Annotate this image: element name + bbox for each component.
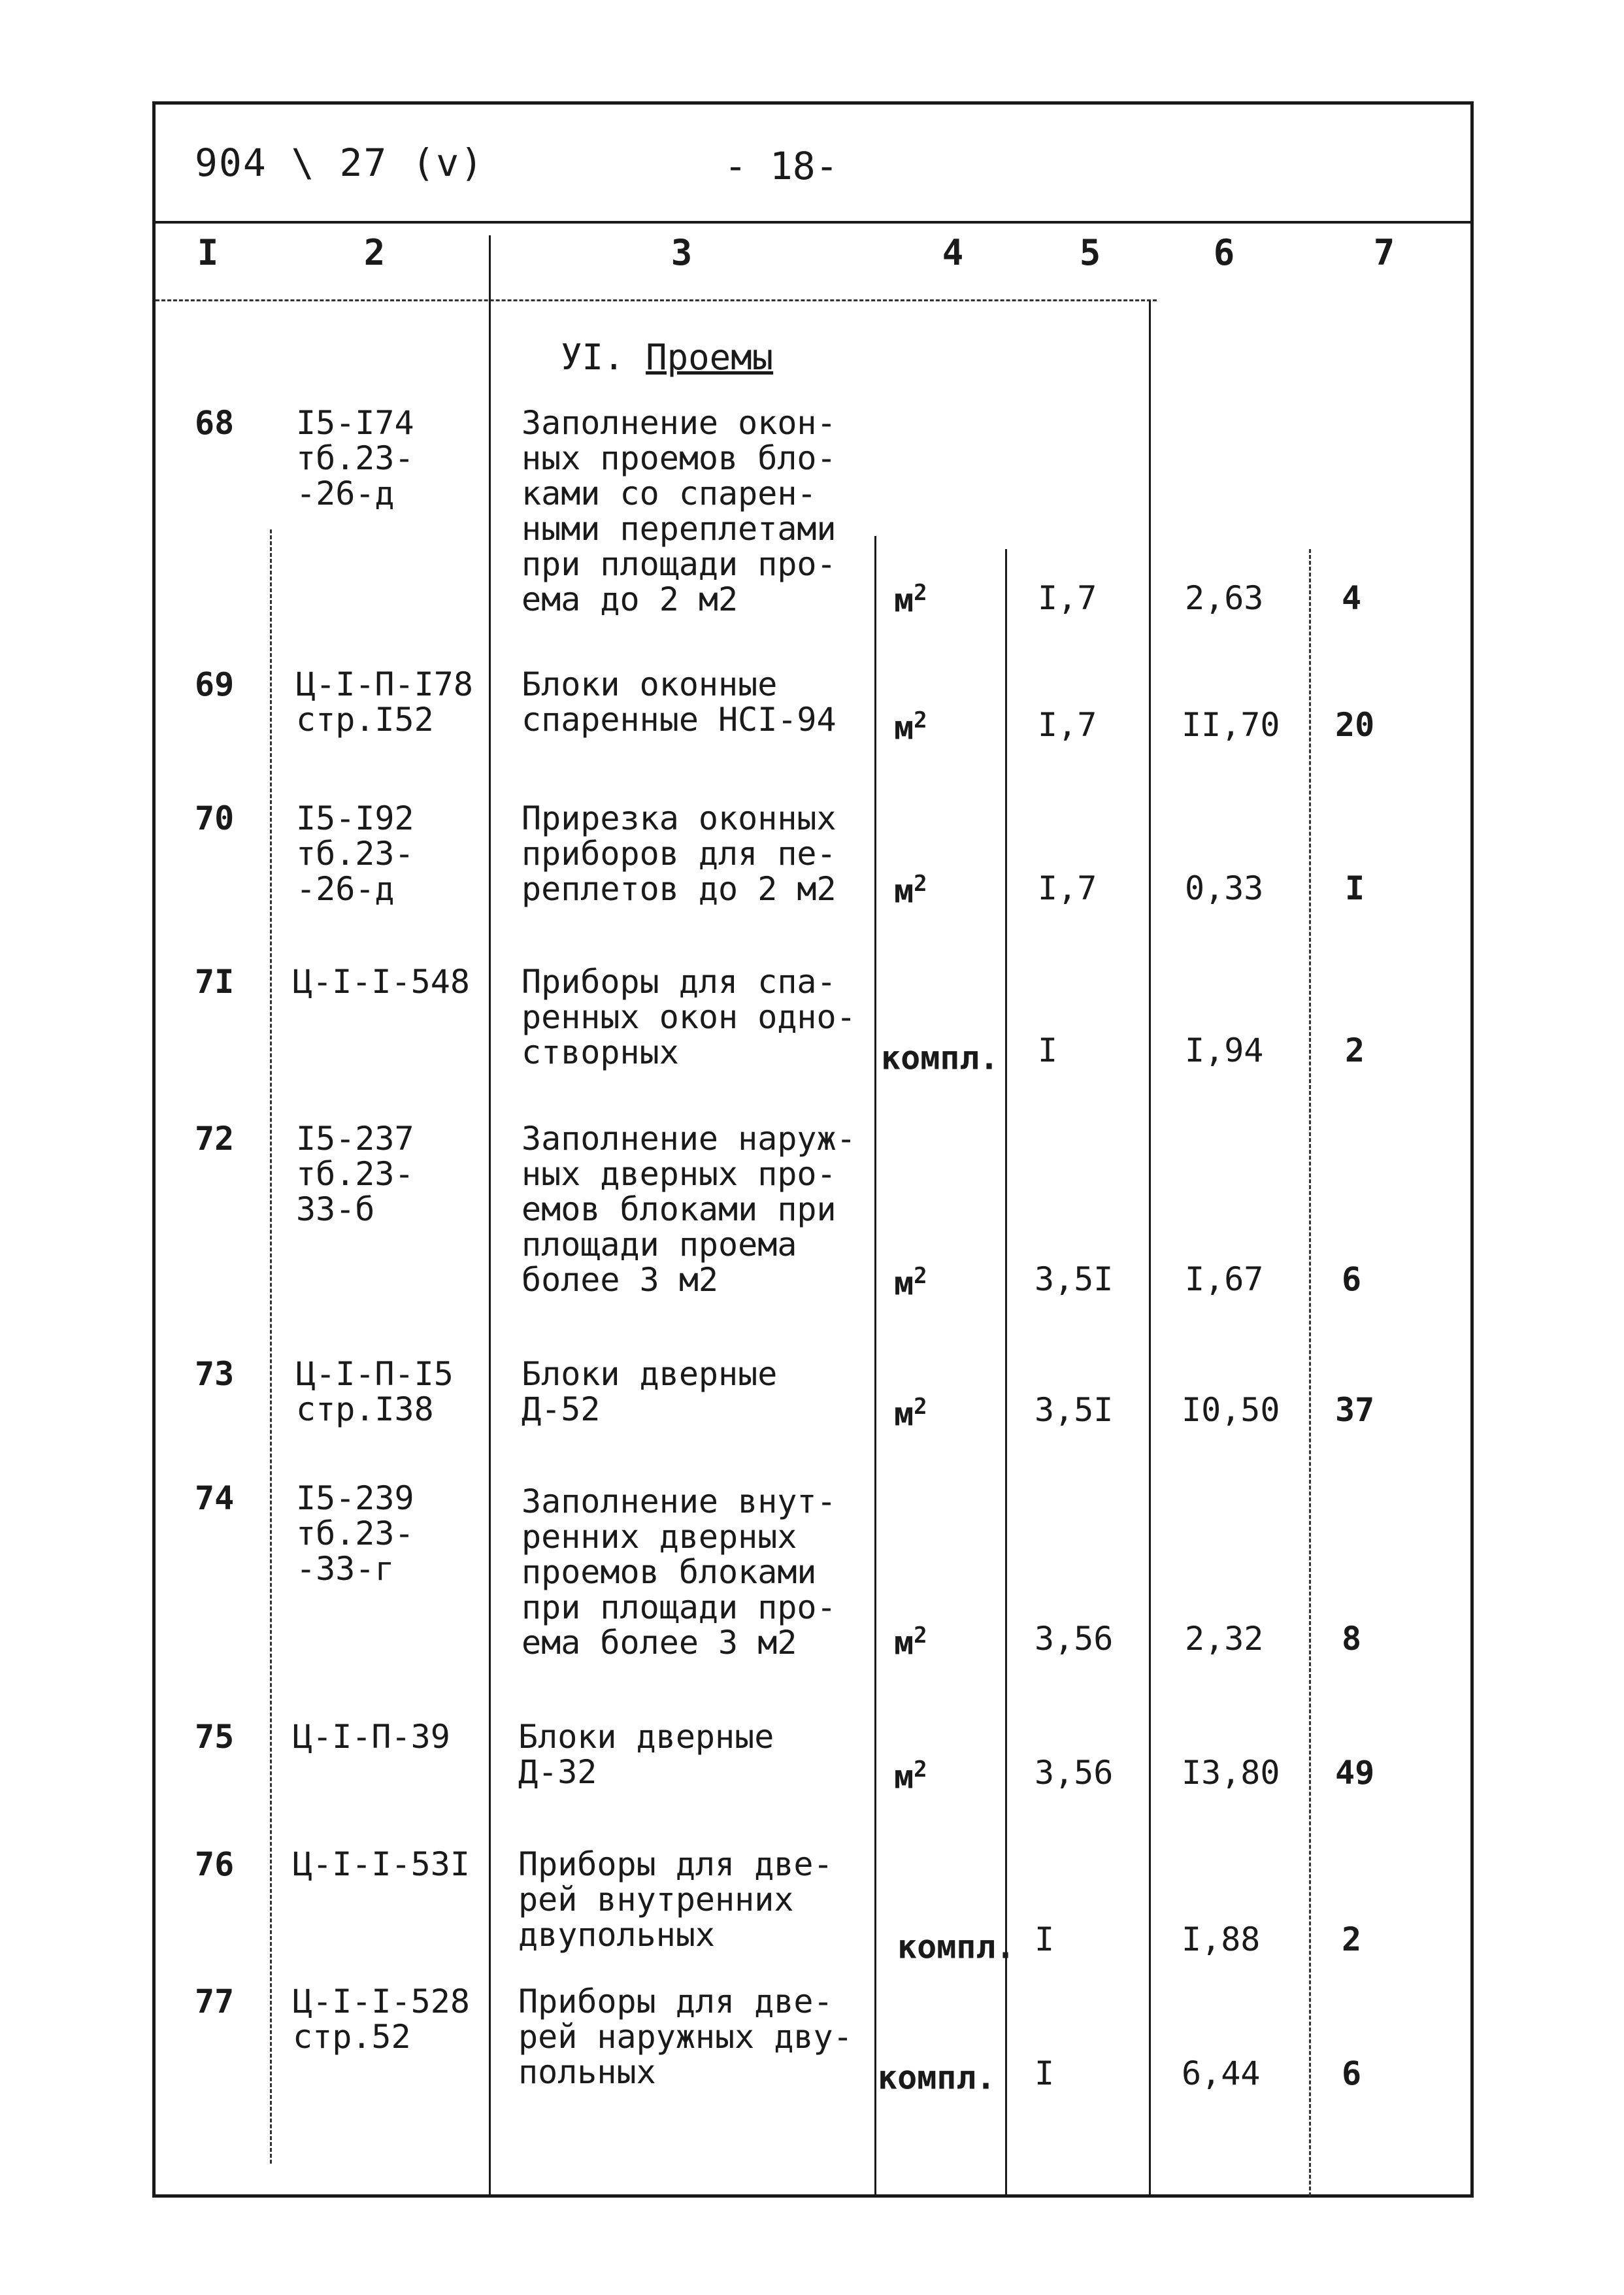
row-number: 69 (195, 665, 235, 703)
unit-price: 6,44 (1182, 2054, 1261, 2092)
column-header-2: 2 (363, 232, 386, 273)
unit-exponent: 2 (914, 1263, 927, 1289)
norm-code: I5-I92 тб.23- -26-д (296, 799, 414, 908)
row-number: 68 (195, 404, 235, 442)
unit-of-measure (878, 2052, 996, 2096)
unit-of-measure (894, 866, 927, 909)
unit-text: компл. (897, 1928, 1016, 1966)
column-separator-3 (874, 536, 876, 2196)
work-description: Блоки оконные спаренные НСI-94 (522, 665, 837, 739)
total-cost: 4 (1342, 579, 1362, 617)
unit-text: м (894, 1395, 914, 1433)
unit-text: м (894, 1758, 914, 1796)
unit-text: м (894, 1264, 914, 1303)
unit-price: II,70 (1182, 706, 1280, 744)
quantity: I (1038, 1031, 1058, 1069)
unit-of-measure (881, 1033, 999, 1076)
section-title (561, 337, 773, 378)
column-header-6: 6 (1213, 232, 1235, 273)
unit-text: м (894, 581, 914, 620)
row-number: 73 (195, 1355, 235, 1393)
norm-code: Ц-I-I-548 (293, 963, 470, 1001)
unit-text: м (894, 709, 914, 747)
section-name: Проемы (646, 337, 774, 378)
total-cost: 20 (1335, 706, 1375, 744)
unit-price: I0,50 (1182, 1391, 1280, 1429)
unit-of-measure (894, 1389, 927, 1432)
quantity: I,7 (1038, 869, 1097, 907)
unit-of-measure (894, 1752, 927, 1795)
work-description: Заполнение наруж- ных дверных про- емов блоками при площади проема более 3 м2 (522, 1120, 856, 1299)
unit-price: I,94 (1185, 1031, 1264, 1069)
unit-exponent: 2 (914, 1756, 927, 1783)
quantity: I,7 (1038, 579, 1097, 617)
page-number: - 18- (724, 144, 838, 188)
unit-of-measure (894, 703, 927, 746)
quantity: 3,5I (1035, 1391, 1114, 1429)
row-number: 70 (195, 799, 235, 837)
norm-code: Ц-I-П-39 (293, 1718, 450, 1756)
row-number: 74 (195, 1479, 235, 1517)
column-header-1: I (197, 232, 219, 273)
quantity: I,7 (1038, 706, 1097, 744)
norm-code: I5-239 тб.23- -33-г (296, 1479, 414, 1588)
row-number: 75 (195, 1718, 235, 1756)
unit-text: м (894, 872, 914, 911)
unit-price: 2,32 (1185, 1620, 1264, 1658)
quantity: I (1035, 1920, 1055, 1958)
unit-price: I,88 (1182, 1920, 1261, 1958)
unit-price: I3,80 (1182, 1754, 1280, 1792)
total-cost: I (1345, 869, 1365, 907)
unit-of-measure (894, 1258, 927, 1301)
total-cost: 49 (1335, 1754, 1375, 1792)
work-description: Прирезка оконных приборов для пе- реплетов до 2 м2 (522, 799, 837, 908)
unit-exponent: 2 (914, 871, 927, 897)
unit-text: м (894, 1624, 914, 1662)
norm-code: Ц-I-I-53I (293, 1845, 470, 1883)
row-number: 72 (195, 1120, 235, 1158)
work-description: Приборы для спа- ренных окон одно- створных (522, 963, 856, 1071)
total-cost: 2 (1345, 1031, 1365, 1069)
quantity: 3,56 (1035, 1620, 1114, 1658)
work-description: Приборы для две- рей наружных дву- польных (518, 1983, 853, 2091)
column-separator-5 (1149, 301, 1151, 2196)
norm-code: Ц-I-П-I5 стр.I38 (296, 1355, 454, 1428)
work-description: Приборы для две- рей внутренних двупольных (518, 1845, 833, 1954)
column-separator-1 (270, 529, 272, 2164)
document-code: 904 \ 27 (v) (195, 141, 485, 185)
work-description: Блоки дверные Д-52 (522, 1355, 778, 1428)
unit-of-measure (894, 575, 927, 618)
column-separator-6 (1309, 549, 1311, 2196)
work-description: Заполнение внут- ренних дверных проемов блоками при площади про- ема более 3 м2 (522, 1483, 837, 1662)
page-frame (152, 101, 1474, 2198)
total-cost: 6 (1342, 2054, 1362, 2092)
unit-text: компл. (878, 2058, 996, 2097)
unit-exponent: 2 (914, 580, 927, 606)
quantity: 3,5I (1035, 1260, 1114, 1298)
total-cost: 2 (1342, 1920, 1362, 1958)
unit-text: компл. (881, 1039, 999, 1077)
column-header-divider (156, 299, 1157, 301)
total-cost: 6 (1342, 1260, 1362, 1298)
quantity: I (1035, 2054, 1055, 2092)
unit-exponent: 2 (914, 1394, 927, 1420)
row-number: 77 (195, 1983, 235, 2020)
column-header-3: 3 (671, 232, 693, 273)
unit-price: I,67 (1185, 1260, 1264, 1298)
row-number: 76 (195, 1845, 235, 1883)
column-header-7: 7 (1373, 232, 1395, 273)
unit-exponent: 2 (914, 1622, 927, 1649)
column-header-5: 5 (1079, 232, 1101, 273)
norm-code: I5-I74 тб.23- -26-д (296, 404, 414, 512)
unit-price: 2,63 (1185, 579, 1264, 617)
quantity: 3,56 (1035, 1754, 1114, 1792)
total-cost: 8 (1342, 1620, 1362, 1658)
work-description: Заполнение окон- ных проемов бло- ками со спарен- ными переплетами при площади про- ема до 2 м2 (522, 404, 837, 618)
norm-code: Ц-I-П-I78 стр.I52 (296, 665, 473, 739)
unit-of-measure (897, 1922, 1016, 1965)
unit-of-measure (894, 1618, 927, 1661)
column-separator-2 (489, 235, 491, 2196)
work-description: Блоки дверные Д-32 (518, 1718, 774, 1791)
row-number: 7I (195, 963, 235, 1001)
norm-code: I5-237 тб.23- 33-б (296, 1120, 414, 1228)
header-divider (156, 221, 1470, 224)
unit-exponent: 2 (914, 707, 927, 733)
section-number: УI. (561, 337, 625, 378)
column-header-4: 4 (942, 232, 964, 273)
norm-code: Ц-I-I-528 стр.52 (293, 1983, 470, 2056)
unit-price: 0,33 (1185, 869, 1264, 907)
total-cost: 37 (1335, 1391, 1375, 1429)
